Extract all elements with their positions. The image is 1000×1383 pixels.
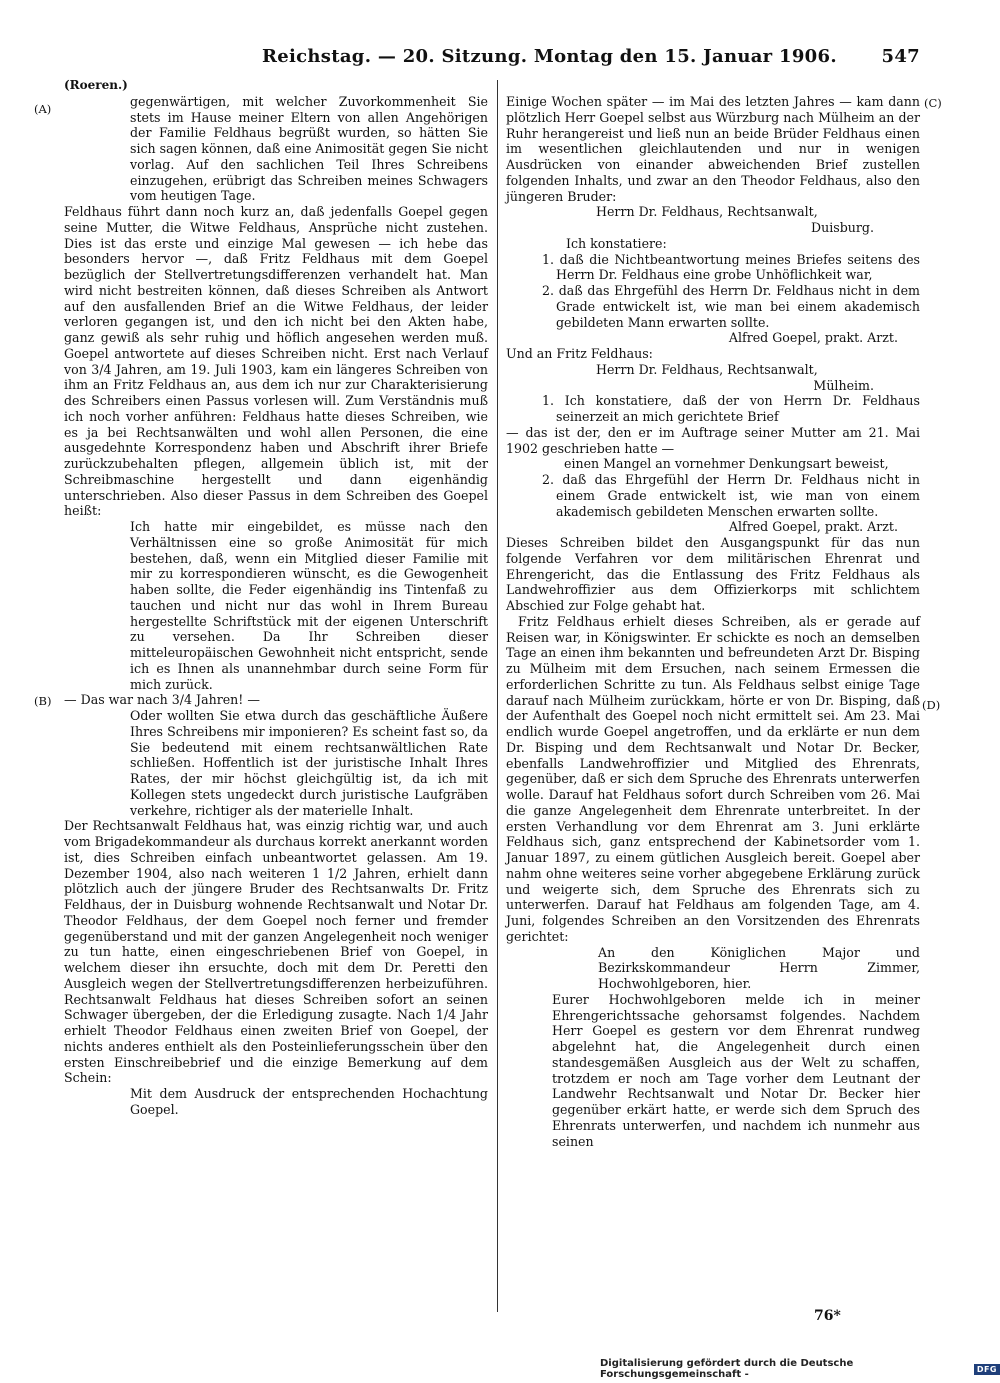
quoted-letter: gegenwärtigen, mit welcher Zuvorkommenheit Sie stets im Hause meiner Eltern von allen Angehörigen der Familie Feldhaus begrüßt wurden, so hätten Sie sich sagen können, daß eine Animosität gegen Sie nicht vorlag. Auf den sachlichen Teil Ihres Schreibens einzugehen, erübrigt das Schreiben meines Schwagers vom heutigen Tage. bbox=[130, 93, 488, 204]
left-column bbox=[64, 78, 488, 1118]
letter-line: Ich konstatiere: bbox=[566, 235, 667, 251]
margin-marker-c: (C) bbox=[924, 96, 942, 110]
credit-text: Digitalisierung gefördert durch die Deutsche Forschungsgemeinschaft - bbox=[600, 1358, 854, 1380]
letter-line: einen Mangel an vornehmer Denkungsart beweist, bbox=[564, 456, 889, 472]
list-item: 2. daß das Ehrgefühl der Herrn Dr. Feldhaus nicht in einem Grade entwickelt ist, wie man von einem akademisch gebildeten Menschen erwarten sollte. bbox=[542, 472, 920, 519]
letter-address-city: Duisburg. bbox=[811, 220, 874, 235]
page-number: 547 bbox=[881, 46, 920, 67]
interjection: — Das war nach 3/4 Jahren! — bbox=[64, 692, 260, 708]
right-column bbox=[506, 94, 920, 1149]
paragraph: Fritz Feldhaus erhielt dieses Schreiben, als er gerade auf Reisen war, in Königswinter. Er schickte es noch an demselben Tage an einen ihm bekannten und befreundeten Arzt Dr. Bisping zu Mülheim mit dem Ersuchen, nach seinem Ermessen die erforderlichen Schritte zu tun. Als Feldhaus selbst einige Tage darauf nach Mülheim zurückkam, hörte er von Dr. Bisping, daß der Aufenthalt des Goepel noch nicht ermittelt sei. Am 23. Mai endlich wurde Goepel angetroffen, und da erklärte er nun dem Dr. Bisping und dem Rechtsanwalt und Notar Dr. Becker, ebenfalls Landwehroffizier und Mitglied des Ehrenrats, gegenüber, daß er sich dem Spruche des Ehrenrats unterwerfen wolle. Darauf hat Feldhaus sofort durch Schreiben vom 26. Mai die ganze Angelegenheit dem Ehrenrate unterbreitet. In der ersten Verhandlung vor dem Ehrenrat am 3. Juni erklärte Feldhaus sich, ganz entsprechend der Kabinetsorder vom 1. Januar 1897, zu einem gütlichen Ausgleich bereit. Goepel aber nahm ohne weiteres seine vorher abgegebene Erklärung zurück und weigerte sich, dem Spruche des Ehrenrats sich zu unterwerfen. Darauf hat Feldhaus am folgenden Tage, am 4. Juni, folgendes Schreiben an den Vorsitzenden des Ehrenrats gerichtet: bbox=[506, 613, 920, 944]
digitization-credit bbox=[600, 1358, 1000, 1380]
page-header bbox=[62, 40, 920, 68]
quoted-letter: Eurer Hochwohlgeboren melde ich in meiner Ehrengerichtssache gehorsamst folgendes. Nachdem Herr Goepel es gestern vor dem Ehrenrat rundweg abgelehnt hat, die Angelegenheit durch einen standesgemäßen Ausgleich aus der Welt zu schaffen, trotzdem er noch am Tage vorher dem Leutnant der Landwehr Rechtsanwalt und Notar Dr. Becker hier gegenüber erkärt hatte, er werde sich dem Spruch des Ehrenrats unterwerfen, und nachdem ich nunmehr aus seinen bbox=[552, 991, 920, 1149]
running-title: Reichstag. — 20. Sitzung. Montag den 15. Januar 1906. bbox=[262, 46, 837, 67]
letter-address: Herrn Dr. Feldhaus, Rechtsanwalt, bbox=[596, 204, 818, 220]
paragraph: Und an Fritz Feldhaus: bbox=[506, 346, 653, 361]
dfg-logo: DFG bbox=[974, 1364, 1000, 1375]
list-item: 1. Ich konstatiere, daß der von Herrn Dr. Feldhaus seinerzeit an mich gerichtete Brief bbox=[542, 393, 920, 424]
speaker-tag: (Roeren.) bbox=[64, 78, 128, 92]
quoted-letter: Ich hatte mir eingebildet, es müsse nach den Verhältnissen eine so große Animosität für mich bestehen, daß, wenn ein Mitglied dieser Familie mit mir zu korrespondieren wünscht, es die Gewogenheit haben sollte, die Feder eigenhändig ins Tintenfaß zu tauchen und nicht nur das wohl in Ihrem Bureau hergestellte Schriftstück mit der eigenen Unterschrift zu versehen. Da Ihr Schreiben dieser mitteleuropäischen Gewohnheit nicht entspricht, sende ich es Ihnen als unannehmbar durch seine Form für mich zurück. bbox=[130, 519, 488, 692]
list-item: 1. daß die Nichtbeantwortung meines Briefes seitens des Herrn Dr. Feldhaus eine grobe Unhöflichkeit war, bbox=[542, 251, 920, 283]
margin-marker-a: (A) bbox=[34, 102, 52, 116]
margin-marker-d: (D) bbox=[922, 698, 941, 712]
quoted-letter: Mit dem Ausdruck der entsprechenden Hochachtung Goepel. bbox=[130, 1086, 488, 1117]
letter-address: Herrn Dr. Feldhaus, Rechtsanwalt, bbox=[596, 361, 818, 377]
letter-address: An den Königlichen Major und Bezirkskommandeur Herrn Zimmer, Hochwohlgeboren, hier. bbox=[598, 944, 920, 991]
signature-line: Alfred Goepel, prakt. Arzt. bbox=[728, 330, 898, 346]
margin-marker-b: (B) bbox=[34, 694, 52, 708]
signature-line: Alfred Goepel, prakt. Arzt. bbox=[728, 519, 898, 535]
interjection: — das ist der, den er im Auftrage seiner Mutter am 21. Mai 1902 geschrieben hatte — bbox=[506, 424, 920, 456]
sheet-number: 76* bbox=[814, 1308, 841, 1324]
quoted-letter: Oder wollten Sie etwa durch das geschäftliche Äußere Ihres Schreibens mir imponieren? Es scheint fast so, da Sie bedeutend mit einem rechtsanwältlichen Rate schließen. Hoffentlich ist der juristische Inhalt Ihres Rates, der mir höchst gleichgültig ist, da ich mit Kollegen stets ungedeckt durch juristische Laufgräben verkehre, richtiger als der materielle Inhalt. bbox=[130, 708, 488, 818]
paragraph: Einige Wochen später — im Mai des letzten Jahres — kam dann plötzlich Herr Goepel selbst aus Würzburg nach Mülheim an der Ruhr herangereist und ließ nun an beide Brüder Feldhaus einen im wesentlichen gleichlautenden und nur in wenigen Ausdrücken von einander abweichenden Brief zustellen folgenden Inhalts, und zwar an den Theodor Feldhaus, also den jüngeren Bruder: bbox=[506, 94, 920, 204]
paragraph: Feldhaus führt dann noch kurz an, daß jedenfalls Goepel gegen seine Mutter, die Witwe Feldhaus, Ansprüche nicht zustehen. Dies ist das erste und einzige Mal gewesen — ich hebe das besonders hervor —, daß Fritz Feldhaus mit dem Goepel bezüglich der Stellvertretungsdifferenzen verhandelt hat. Man wird nicht bestreiten können, daß dieses Schreiben als Antwort auf den ausfallenden Brief an die Witwe Feldhaus, der leider verloren gegangen ist, und den ich nicht bei den Akten habe, ganz gewiß als sehr ruhig und höflich angesehen werden muß. Goepel antwortete auf dieses Schreiben nicht. Erst nach Verlauf von 3/4 Jahren, am 19. Juli 1903, kam ein längeres Schreiben von ihm an Fritz Feldhaus an, aus dem ich nur zur Charakterisierung des Schreibers einen Passus vorlesen will. Zum Verständnis muß ich noch vorher anführen: Feldhaus hatte dieses Schreiben, wie es ja bei Rechtsanwälten und wohl allen Personen, die eine ausgedehnte Korrespondenz haben und Abschrift ihrer Briefe zurückzubehalten pflegen, allgemein üblich ist, mit der Schreibmaschine hergestellt und dann eigenhändig unterschrieben. Also dieser Passus in dem Schreiben des Goepel heißt: bbox=[64, 204, 488, 519]
column-divider bbox=[497, 80, 498, 1312]
letter-address-city: Mülheim. bbox=[813, 377, 874, 393]
list-item: 2. daß das Ehrgefühl des Herrn Dr. Feldhaus nicht in dem Grade entwickelt ist, wie man bei einem akademisch gebildeten Mann erwarten sollte. bbox=[542, 283, 920, 330]
paragraph: Dieses Schreiben bildet den Ausgangspunkt für das nun folgende Verfahren vor dem militärischen Ehrenrat und Ehrengericht, das die Entlassung des Fritz Feldhaus als Landwehroffizier aus dem Offizierkorps mit schlichtem Abschied zur Folge gehabt hat. bbox=[506, 535, 920, 613]
paragraph: Der Rechtsanwalt Feldhaus hat, was einzig richtig war, und auch vom Brigadekommandeur als durchaus korrekt anerkannt worden ist, dies Schreiben einfach unbeantwortet gelassen. Am 19. Dezember 1904, also nach weiteren 1 1/2 Jahren, erhielt dann plötzlich auch der jüngere Bruder des Rechtsanwalts Dr. Fritz Feldhaus, der in Duisburg wohnende Rechtsanwalt und Notar Dr. Theodor Feldhaus, der dem Goepel noch ferner und fremder gegenüberstand und mit der ganzen Angelegenheit noch weniger zu tun hatte, einen eingeschriebenen Brief von Goepel, in welchem dieser ihn ersuchte, doch mit dem Dr. Peretti den Ausgleich wegen der Stellvertretungsdifferenzen herbeizuführen. Rechtsanwalt Feldhaus hat dieses Schreiben sofort an seinen Schwager übergeben, der die Erledigung zusagte. Nach 1/4 Jahr erhielt Theodor Feldhaus einen zweiten Brief von Goepel, der nichts anderes enthielt als den Posteinlieferungsschein über den ersten Einschreibebrief und die einzige Bemerkung auf dem Schein: bbox=[64, 818, 488, 1086]
